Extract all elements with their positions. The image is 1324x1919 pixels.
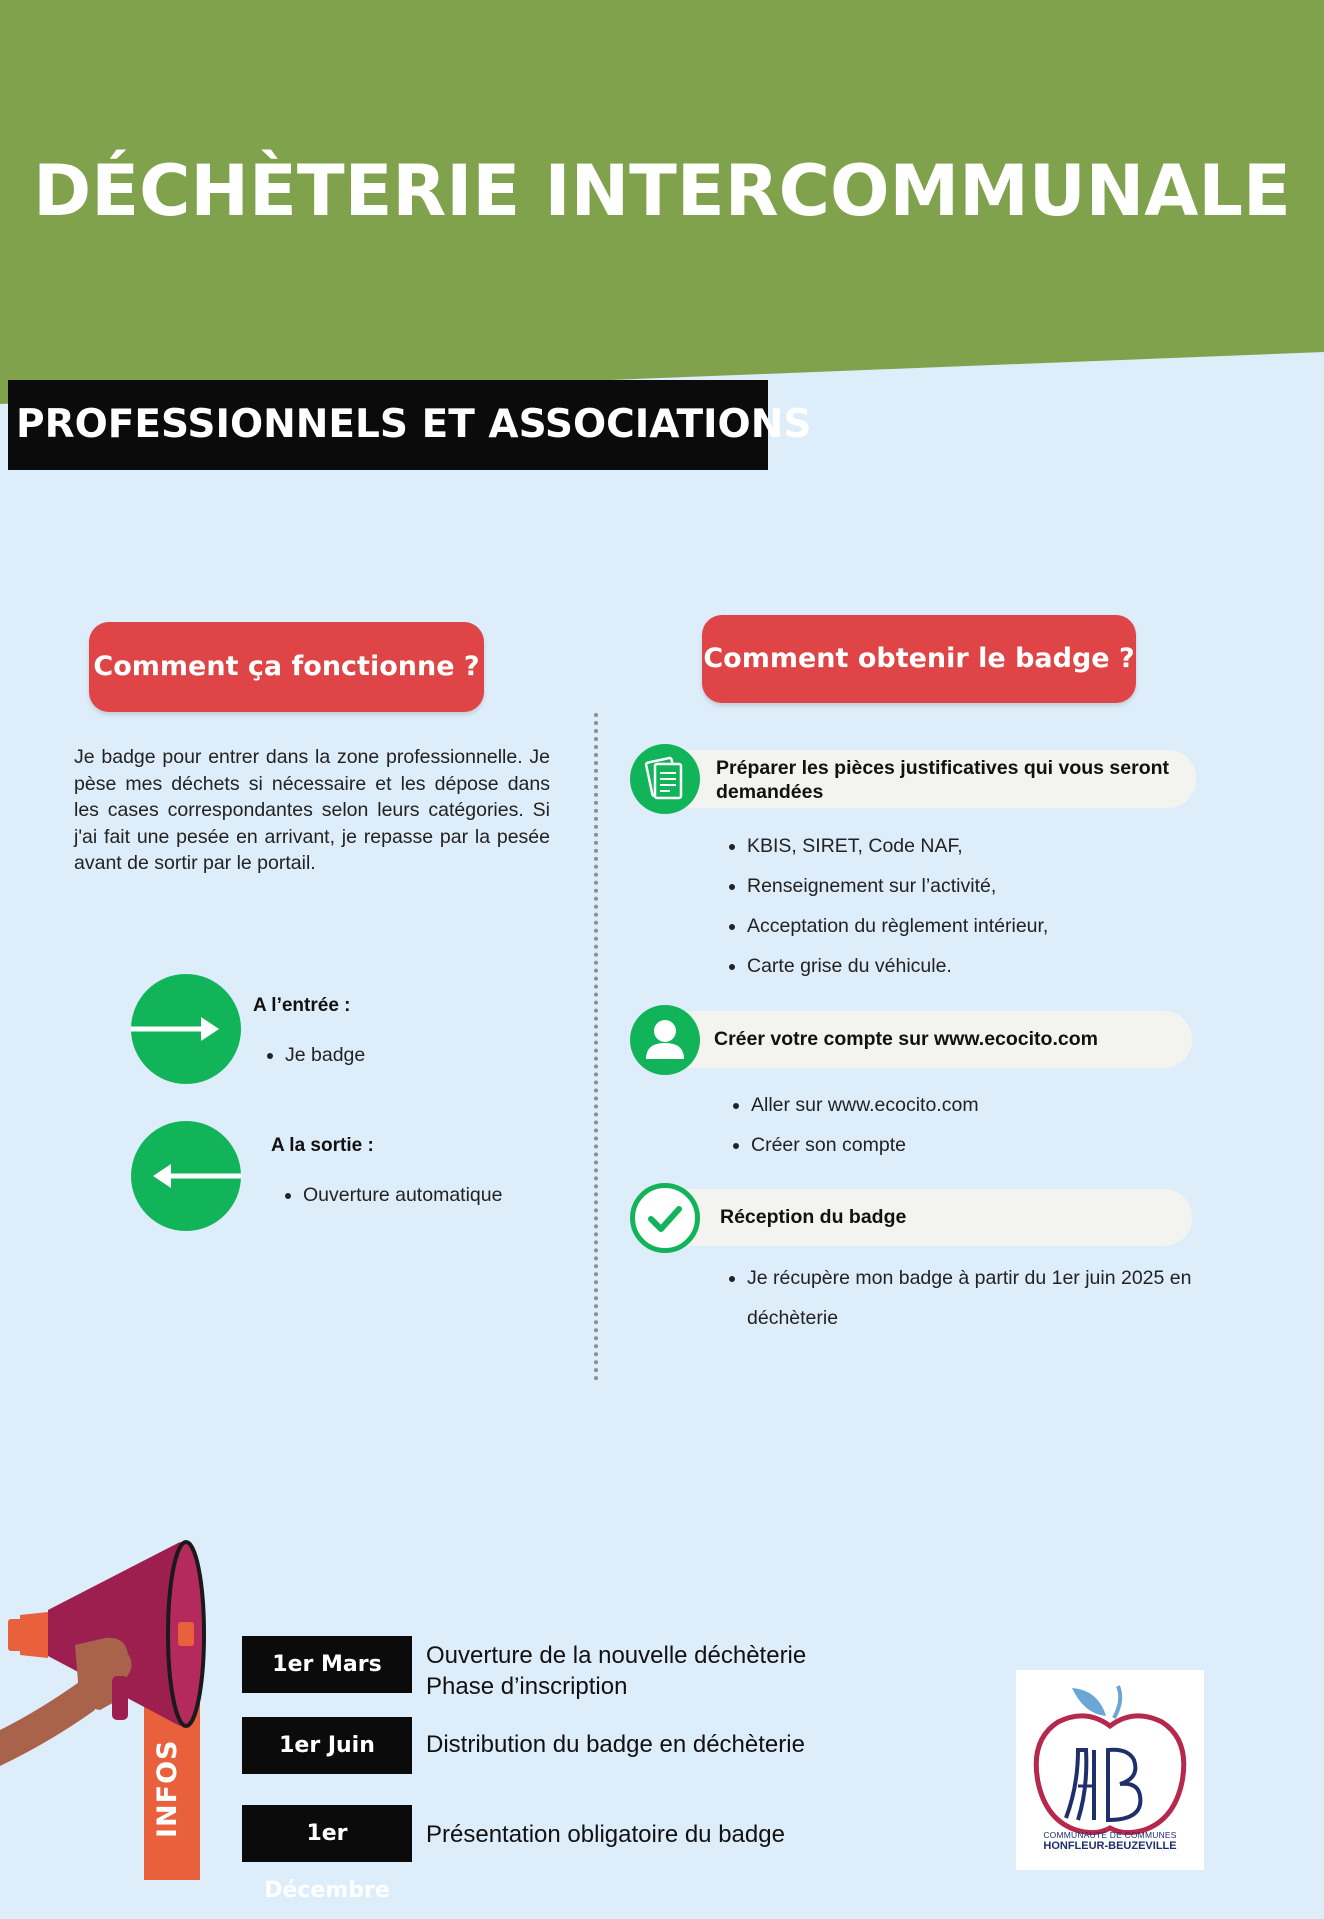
list-item: • Aller sur www.ecocito.com [751, 1085, 979, 1125]
logo-line1: COMMUNAUTÉ DE COMMUNES [1043, 1830, 1177, 1840]
megaphone-icon [0, 1530, 230, 1880]
exit-list [279, 1182, 502, 1208]
list-item: • Créer son compte [751, 1125, 979, 1165]
timeline-desc-december [426, 1819, 785, 1850]
entry-title: A l’entrée : [253, 995, 351, 1016]
how-it-works-heading: Comment ça fonctionne ? [89, 622, 484, 712]
logo-line2: HONFLEUR-BEUZEVILLE [1043, 1840, 1177, 1852]
list-item: • Acceptation du règlement intérieur, [747, 906, 1048, 946]
column-divider [594, 713, 598, 1381]
step-documents: Préparer les pièces justificatives qui vous seront demandées [660, 750, 1196, 808]
list-item: • KBIS, SIRET, Code NAF, [747, 826, 1048, 866]
page-title: DÉCHÈTERIE INTERCOMMUNALE [33, 150, 1291, 232]
step-badge-reception: Réception du badge [660, 1189, 1192, 1246]
date-december: 1er Décembre [242, 1805, 412, 1862]
page-subtitle: PROFESSIONNELS ET ASSOCIATIONS [8, 380, 768, 470]
exit-title: A la sortie : [271, 1135, 374, 1156]
step-account: Créer votre compte sur www.ecocito.com [660, 1011, 1192, 1068]
timeline-line: Phase d’inscription [426, 1673, 628, 1700]
how-it-works-text: Je badge pour entrer dans la zone professionnelle. Je pèse mes déchets si nécessaire et les dépose dans les cases correspondantes selon leurs catégories. Si j'ai fait une pesée en arrivant, je repasse par la pesée avant de sortir par le portail. [74, 746, 550, 874]
entry-list [261, 1042, 365, 1068]
list-item: • Renseignement sur l’activité, [747, 866, 1048, 906]
document-icon [630, 744, 700, 814]
badge-reception-list [723, 1258, 1227, 1338]
arrow-left-icon [131, 1121, 241, 1231]
documents-list [723, 826, 1048, 986]
account-list [727, 1085, 979, 1165]
list-item: • Je badge [285, 1042, 365, 1068]
user-icon [630, 1005, 700, 1075]
list-item: • Ouverture automatique [303, 1182, 502, 1208]
timeline-line: Ouverture de la nouvelle déchèterie [426, 1642, 807, 1669]
list-item: • Carte grise du véhicule. [747, 946, 1048, 986]
timeline-desc-march [426, 1640, 806, 1702]
get-badge-heading: Comment obtenir le badge ? [702, 615, 1136, 703]
arrow-right-icon [131, 974, 241, 1084]
list-item: • Je récupère mon badge à partir du 1er juin 2025 en déchèterie [747, 1258, 1227, 1338]
date-march: 1er Mars [242, 1636, 412, 1693]
date-june: 1er Juin [242, 1717, 412, 1774]
timeline-line: Distribution du badge en déchèterie [426, 1731, 805, 1758]
timeline-desc-june [426, 1729, 805, 1760]
infos-label: INFOS [152, 1739, 183, 1838]
check-icon [630, 1183, 700, 1253]
timeline-line: Présentation obligatoire du badge [426, 1821, 785, 1848]
